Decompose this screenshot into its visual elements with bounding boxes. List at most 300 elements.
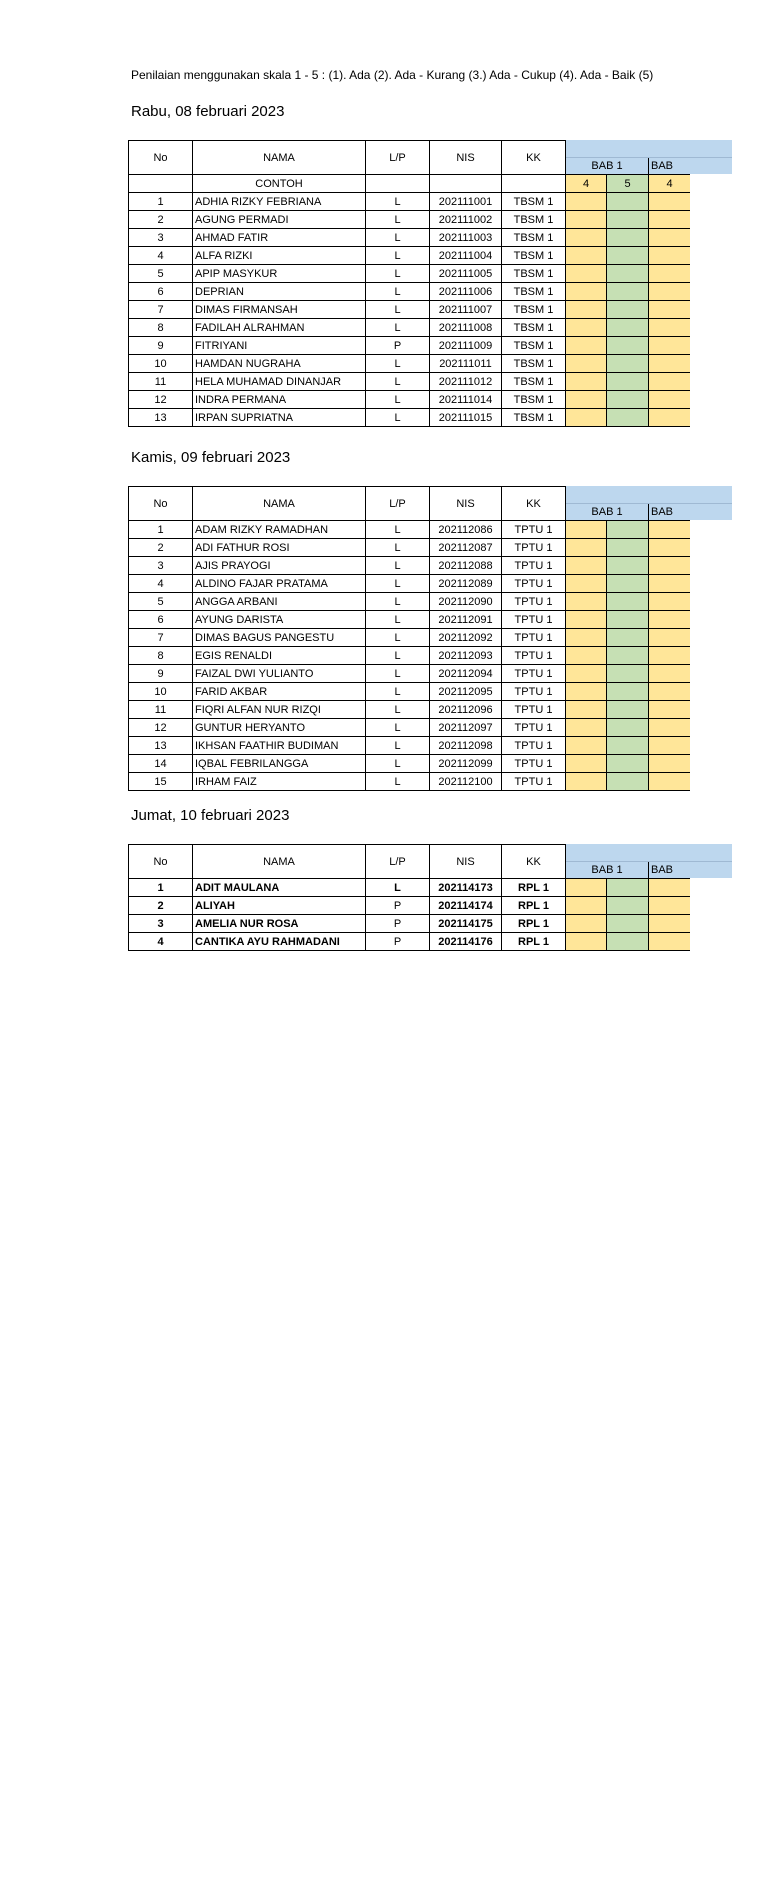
attendance-table [128,140,732,427]
example-kk [502,175,566,193]
header-lp: L/P [366,487,430,521]
row-no: 1 [129,521,193,539]
score-cell[interactable] [649,915,691,933]
score-cell[interactable] [607,211,649,229]
nis-cell: 202112088 [430,557,502,575]
class-cell: RPL 1 [502,897,566,915]
score-cell[interactable] [566,521,607,539]
header-kk: KK [502,487,566,521]
score-cell[interactable] [649,373,691,391]
table-row [129,301,733,319]
score-cell[interactable] [566,229,607,247]
student-name: CANTIKA AYU RAHMADANI [193,933,366,951]
score-cell[interactable] [607,683,649,701]
row-no: 9 [129,337,193,355]
table-row [129,247,733,265]
class-cell: TPTU 1 [502,521,566,539]
gender-cell: L [366,229,430,247]
class-cell: TBSM 1 [502,265,566,283]
score-cell[interactable] [649,193,691,211]
score-cell[interactable] [566,557,607,575]
student-name: APIP MASYKUR [193,265,366,283]
section-date: Kamis, 09 februari 2023 [131,449,291,466]
table-row [129,229,733,247]
student-name: ADIT MAULANA [193,879,366,897]
nis-cell: 202112093 [430,647,502,665]
score-cell[interactable] [566,611,607,629]
score-cell[interactable] [649,319,691,337]
score-cell[interactable] [649,337,691,355]
score-cell[interactable] [566,283,607,301]
score-cell[interactable] [607,611,649,629]
nis-cell: 202111009 [430,337,502,355]
gender-cell: L [366,247,430,265]
table-row [129,683,733,701]
gender-cell: L [366,211,430,229]
header-bab-2: BAB [649,158,733,175]
class-cell: TPTU 1 [502,593,566,611]
score-cell[interactable] [566,319,607,337]
score-cell[interactable] [566,719,607,737]
class-cell: TBSM 1 [502,229,566,247]
score-cell[interactable] [649,665,691,683]
score-cell[interactable] [607,265,649,283]
student-name: FIQRI ALFAN NUR RIZQI [193,701,366,719]
student-name: DIMAS FIRMANSAH [193,301,366,319]
student-name: IKHSAN FAATHIR BUDIMAN [193,737,366,755]
score-cell[interactable] [566,575,607,593]
score-cell[interactable] [607,897,649,915]
score-cell[interactable] [607,229,649,247]
row-no: 2 [129,539,193,557]
table-row [129,409,733,427]
gender-cell: L [366,557,430,575]
table-row [129,521,733,539]
student-name: ADI FATHUR ROSI [193,539,366,557]
student-name: FARID AKBAR [193,683,366,701]
score-cell[interactable] [607,409,649,427]
row-no: 6 [129,611,193,629]
gender-cell: L [366,319,430,337]
score-cell[interactable] [649,701,691,719]
score-cell[interactable] [649,301,691,319]
score-cell[interactable] [607,283,649,301]
nis-cell: 202111001 [430,193,502,211]
gender-cell: P [366,897,430,915]
class-cell: TBSM 1 [502,283,566,301]
gender-cell: L [366,373,430,391]
sheet-edge-mask [690,878,750,1878]
header-bab-1: BAB 1 [566,158,649,175]
score-cell[interactable] [566,265,607,283]
score-cell[interactable] [649,683,691,701]
nis-cell: 202111015 [430,409,502,427]
score-cell[interactable] [566,355,607,373]
gender-cell: L [366,629,430,647]
nis-cell: 202112094 [430,665,502,683]
score-cell[interactable] [607,373,649,391]
header-nis: NIS [430,141,502,175]
class-cell: TBSM 1 [502,355,566,373]
score-cell[interactable] [566,647,607,665]
score-cell[interactable] [649,611,691,629]
score-cell[interactable] [649,355,691,373]
row-no: 4 [129,247,193,265]
student-name: HAMDAN NUGRAHA [193,355,366,373]
gender-cell: L [366,409,430,427]
score-cell[interactable] [607,539,649,557]
class-cell: TBSM 1 [502,409,566,427]
nis-cell: 202114174 [430,897,502,915]
gender-cell: L [366,755,430,773]
student-name: GUNTUR HERYANTO [193,719,366,737]
score-cell[interactable] [566,593,607,611]
gender-cell: L [366,665,430,683]
score-cell[interactable] [566,933,607,951]
row-no: 1 [129,193,193,211]
attendance-table [128,844,732,951]
student-name: FAIZAL DWI YULIANTO [193,665,366,683]
score-cell[interactable] [649,265,691,283]
section-date: Rabu, 08 februari 2023 [131,103,285,120]
score-cell[interactable] [566,665,607,683]
class-cell: TBSM 1 [502,301,566,319]
table-row [129,701,733,719]
class-cell: TBSM 1 [502,337,566,355]
gender-cell: L [366,539,430,557]
score-cell[interactable] [566,897,607,915]
score-cell[interactable] [649,283,691,301]
student-name: AHMAD FATIR [193,229,366,247]
score-cell[interactable] [607,933,649,951]
gender-cell: L [366,265,430,283]
header-nis: NIS [430,487,502,521]
header-nama: NAMA [193,487,366,521]
row-no: 1 [129,879,193,897]
student-name: DEPRIAN [193,283,366,301]
header-nama: NAMA [193,845,366,879]
student-name: HELA MUHAMAD DINANJAR [193,373,366,391]
score-cell[interactable] [649,647,691,665]
score-cell[interactable] [649,557,691,575]
row-no: 2 [129,897,193,915]
table-row [129,211,733,229]
example-score: 5 [607,175,649,193]
score-cell[interactable] [649,773,691,791]
class-cell: TPTU 1 [502,629,566,647]
score-cell[interactable] [607,319,649,337]
score-cell[interactable] [649,539,691,557]
score-cell[interactable] [649,391,691,409]
class-cell: TPTU 1 [502,719,566,737]
row-no: 9 [129,665,193,683]
nis-cell: 202112086 [430,521,502,539]
table-row [129,283,733,301]
nis-cell: 202112100 [430,773,502,791]
gender-cell: L [366,355,430,373]
score-cell[interactable] [566,701,607,719]
class-cell: TBSM 1 [502,319,566,337]
score-cell[interactable] [566,373,607,391]
class-cell: RPL 1 [502,915,566,933]
score-cell[interactable] [649,575,691,593]
score-cell[interactable] [566,301,607,319]
gender-cell: L [366,737,430,755]
row-no: 8 [129,647,193,665]
gender-cell: L [366,879,430,897]
header-bab-2: BAB [649,504,733,521]
table-row [129,773,733,791]
gender-cell: L [366,683,430,701]
score-cell[interactable] [566,915,607,933]
student-name: AJIS PRAYOGI [193,557,366,575]
score-cell[interactable] [607,915,649,933]
attendance-table [128,486,732,791]
student-name: ANGGA ARBANI [193,593,366,611]
class-cell: TPTU 1 [502,665,566,683]
row-no: 7 [129,629,193,647]
score-cell[interactable] [566,755,607,773]
score-cell[interactable] [566,193,607,211]
student-name: AMELIA NUR ROSA [193,915,366,933]
class-cell: TPTU 1 [502,575,566,593]
class-cell: TPTU 1 [502,611,566,629]
score-cell[interactable] [607,737,649,755]
row-no: 4 [129,933,193,951]
score-cell[interactable] [566,247,607,265]
table-row [129,647,733,665]
score-cell[interactable] [607,247,649,265]
row-no: 15 [129,773,193,791]
nis-cell: 202111014 [430,391,502,409]
gender-cell: L [366,575,430,593]
score-cell[interactable] [649,629,691,647]
table-row [129,755,733,773]
score-cell[interactable] [649,521,691,539]
section-date: Jumat, 10 februari 2023 [131,807,290,824]
score-cell[interactable] [607,755,649,773]
student-name: AGUNG PERMADI [193,211,366,229]
score-cell[interactable] [649,933,691,951]
student-name: INDRA PERMANA [193,391,366,409]
score-cell[interactable] [607,301,649,319]
class-cell: TPTU 1 [502,701,566,719]
score-cell[interactable] [649,755,691,773]
class-cell: TPTU 1 [502,737,566,755]
row-no: 6 [129,283,193,301]
score-cell[interactable] [607,355,649,373]
header-no: No [129,487,193,521]
gender-cell: L [366,647,430,665]
score-cell[interactable] [649,247,691,265]
score-cell[interactable] [566,879,607,897]
class-cell: TBSM 1 [502,247,566,265]
header-nama: NAMA [193,141,366,175]
row-no: 12 [129,719,193,737]
score-cell[interactable] [607,575,649,593]
table-row [129,737,733,755]
row-no: 12 [129,391,193,409]
student-name: ADHIA RIZKY FEBRIANA [193,193,366,211]
score-cell[interactable] [607,665,649,683]
gender-cell: L [366,301,430,319]
score-cell[interactable] [649,409,691,427]
score-cell[interactable] [566,683,607,701]
row-no: 8 [129,319,193,337]
table-row [129,391,733,409]
table-row [129,897,733,915]
nis-cell: 202111011 [430,355,502,373]
class-cell: TPTU 1 [502,647,566,665]
table-row [129,557,733,575]
nis-cell: 202114173 [430,879,502,897]
nis-cell: 202112099 [430,755,502,773]
table-row [129,373,733,391]
gender-cell: P [366,933,430,951]
score-cell[interactable] [607,879,649,897]
score-cell[interactable] [607,773,649,791]
row-no: 4 [129,575,193,593]
row-no: 13 [129,737,193,755]
gender-cell: L [366,521,430,539]
student-name: ALFA RIZKI [193,247,366,265]
student-name: FITRIYANI [193,337,366,355]
table-row [129,193,733,211]
table-row [129,593,733,611]
score-cell[interactable] [649,229,691,247]
score-cell[interactable] [607,629,649,647]
table-row [129,337,733,355]
table-row [129,611,733,629]
score-cell[interactable] [566,539,607,557]
student-name: DIMAS BAGUS PANGESTU [193,629,366,647]
score-cell[interactable] [607,557,649,575]
scale-note: Penilaian menggunakan skala 1 - 5 : (1). Ada (2). Ada - Kurang (3.) Ada - Cukup (4). Ada - Baik (5) [131,68,654,82]
class-cell: TPTU 1 [502,539,566,557]
student-name: EGIS RENALDI [193,647,366,665]
class-cell: TBSM 1 [502,373,566,391]
class-cell: TPTU 1 [502,755,566,773]
table-row [129,719,733,737]
gender-cell: L [366,719,430,737]
score-cell[interactable] [607,193,649,211]
row-no: 10 [129,683,193,701]
header-no: No [129,845,193,879]
nis-cell: 202111007 [430,301,502,319]
nis-cell: 202111008 [430,319,502,337]
gender-cell: L [366,593,430,611]
class-cell: TBSM 1 [502,193,566,211]
nis-cell: 202111005 [430,265,502,283]
example-score: 4 [566,175,607,193]
row-no: 5 [129,265,193,283]
nis-cell: 202112096 [430,701,502,719]
row-no: 3 [129,229,193,247]
score-cell[interactable] [566,773,607,791]
student-name: ALIYAH [193,897,366,915]
class-cell: RPL 1 [502,879,566,897]
nis-cell: 202111004 [430,247,502,265]
nis-cell: 202112090 [430,593,502,611]
score-cell[interactable] [607,391,649,409]
student-name: ALDINO FAJAR PRATAMA [193,575,366,593]
student-name: FADILAH ALRAHMAN [193,319,366,337]
score-cell[interactable] [607,521,649,539]
nis-cell: 202111006 [430,283,502,301]
student-name: IRHAM FAIZ [193,773,366,791]
header-bab-1: BAB 1 [566,504,649,521]
row-no: 3 [129,915,193,933]
class-cell: TPTU 1 [502,683,566,701]
nis-cell: 202112097 [430,719,502,737]
nis-cell: 202111012 [430,373,502,391]
score-cell[interactable] [607,647,649,665]
row-no: 2 [129,211,193,229]
row-no: 11 [129,373,193,391]
score-cell[interactable] [566,391,607,409]
score-cell[interactable] [607,593,649,611]
row-no: 13 [129,409,193,427]
score-cell[interactable] [607,701,649,719]
header-lp: L/P [366,845,430,879]
score-cell[interactable] [607,337,649,355]
table-row [129,265,733,283]
nis-cell: 202112087 [430,539,502,557]
row-no: 14 [129,755,193,773]
score-cell[interactable] [649,737,691,755]
nis-cell: 202114176 [430,933,502,951]
score-cell[interactable] [607,719,649,737]
example-row [129,175,733,193]
row-no: 5 [129,593,193,611]
row-no: 10 [129,355,193,373]
table-row [129,665,733,683]
header-no: No [129,141,193,175]
score-cell[interactable] [566,409,607,427]
score-header-band [566,487,733,504]
nis-cell: 202112092 [430,629,502,647]
score-cell[interactable] [649,719,691,737]
class-cell: TPTU 1 [502,773,566,791]
header-bab-1: BAB 1 [566,862,649,879]
score-cell[interactable] [649,211,691,229]
class-cell: RPL 1 [502,933,566,951]
row-no: 11 [129,701,193,719]
score-cell[interactable] [566,629,607,647]
gender-cell: L [366,773,430,791]
score-cell[interactable] [649,879,691,897]
score-cell[interactable] [649,593,691,611]
table-row [129,933,733,951]
nis-cell: 202112095 [430,683,502,701]
gender-cell: P [366,915,430,933]
score-header-band [566,845,733,862]
score-cell[interactable] [566,737,607,755]
score-cell[interactable] [566,337,607,355]
student-name: ADAM RIZKY RAMADHAN [193,521,366,539]
nis-cell: 202112098 [430,737,502,755]
header-nis: NIS [430,845,502,879]
row-no: 3 [129,557,193,575]
gender-cell: L [366,283,430,301]
score-cell[interactable] [566,211,607,229]
table-row [129,539,733,557]
example-no [129,175,193,193]
gender-cell: L [366,611,430,629]
example-lp [366,175,430,193]
score-cell[interactable] [649,897,691,915]
row-no: 7 [129,301,193,319]
